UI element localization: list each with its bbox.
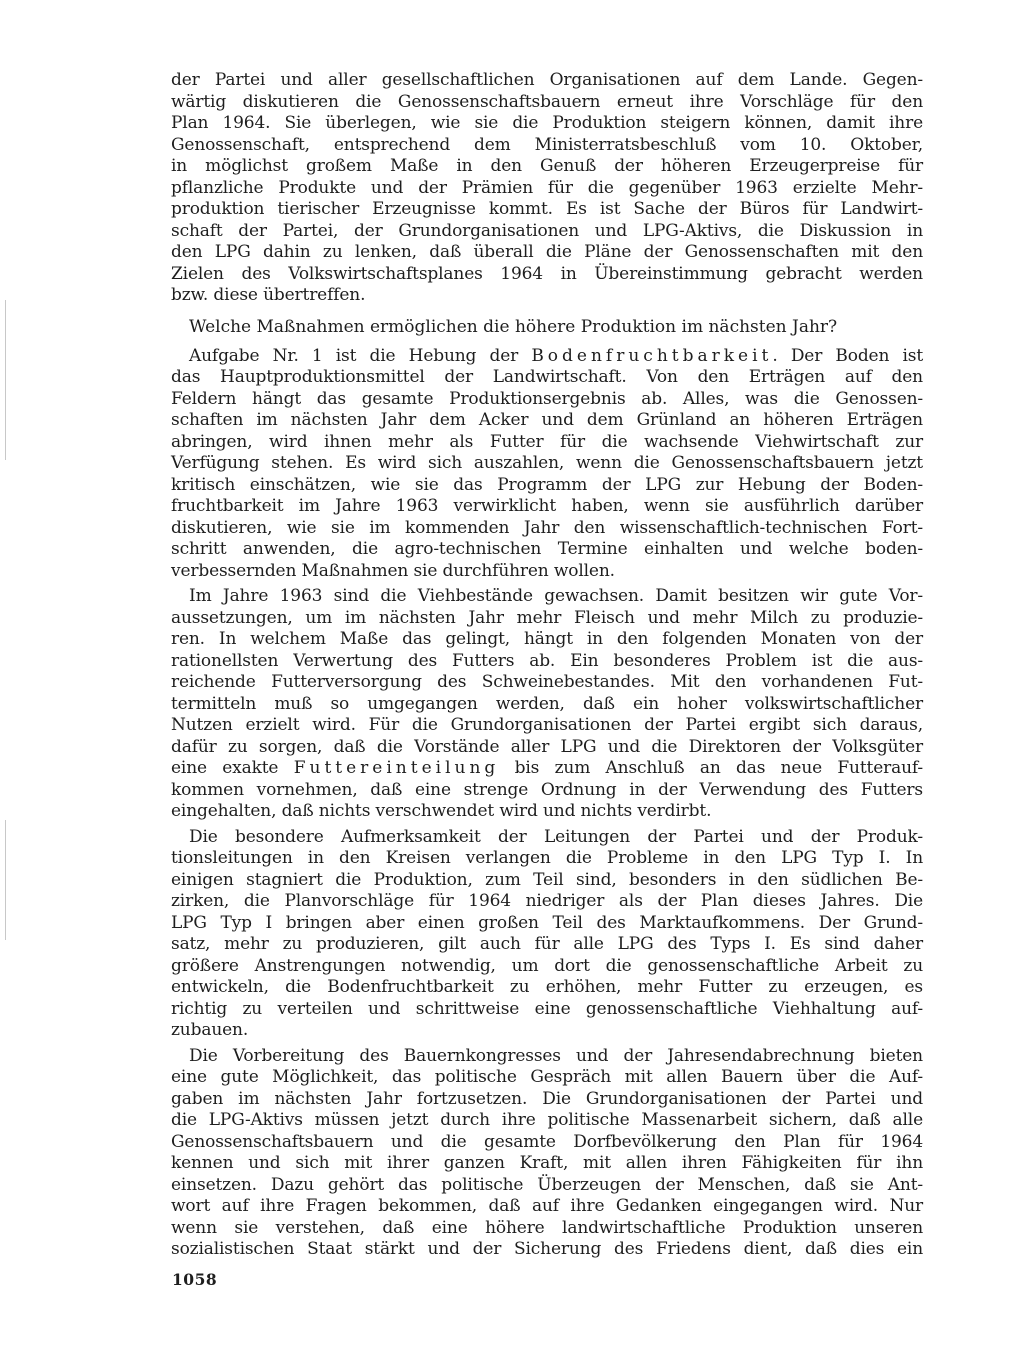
- text-line: tionsleitungen in den Kreisen verlangen die Probleme in den LPG Typ I. In: [171, 848, 923, 868]
- text-line: verbessernden Maßnahmen sie durchführen wollen.: [171, 560, 615, 581]
- text-line: aussetzungen, um im nächsten Jahr mehr Fleisch und mehr Milch zu produzie-: [171, 607, 923, 628]
- text-line: wärtig diskutieren die Genossenschaftsbauern erneut ihre Vorschläge für den: [171, 91, 923, 112]
- text-line: dafür zu sorgen, daß die Vorstände aller LPG und die Direktoren der Volksgüter: [171, 736, 923, 757]
- text-line: eingehalten, daß nichts verschwendet wird und nichts verdirbt.: [171, 801, 712, 821]
- emphasized-term: Futtereinteilung: [293, 758, 500, 778]
- text-line: zubauen.: [171, 1020, 249, 1040]
- text-line: gaben im nächsten Jahr fortzusetzen. Die Grundorganisationen der Partei und: [171, 1088, 923, 1109]
- text-line: sozialistischen Staat stärkt und der Sicherung des Friedens dient, daß dies ein: [171, 1239, 923, 1259]
- text-line: wenn sie verstehen, daß eine höhere landwirtschaftliche Produktion unseren: [171, 1217, 923, 1238]
- text-line: reichende Futterversorgung des Schweinebestandes. Mit den vorhandenen Fut-: [171, 672, 923, 692]
- text-line: schaften im nächsten Jahr dem Acker und dem Grünland an höheren Erträgen: [171, 410, 923, 430]
- text-line: einsetzen. Dazu gehört das politische Überzeugen der Menschen, daß sie Ant-: [171, 1174, 923, 1195]
- paragraph-2: [171, 346, 923, 583]
- text-line: satz, mehr zu produzieren, gilt auch für alle LPG des Typs I. Es sind daher: [171, 934, 923, 954]
- text-line: der Partei und aller gesellschaftlichen Organisationen auf dem Lande. Gegen-: [171, 70, 923, 90]
- text-line: das Hauptproduktionsmittel der Landwirtschaft. Von den Erträgen auf den: [171, 367, 923, 387]
- text-line: Zielen des Volkswirtschaftsplanes 1964 in Übereinstimmung gebracht werden: [171, 263, 923, 284]
- text-line: schritt anwenden, die agro-technischen Termine einhalten und welche boden-: [171, 539, 923, 559]
- text-line: kritisch einschätzen, wie sie das Programm der LPG zur Hebung der Boden-: [171, 474, 923, 495]
- text-line: LPG Typ I bringen aber einen großen Teil des Marktaufkommens. Der Grund-: [171, 912, 923, 933]
- paragraph-1: [171, 70, 923, 307]
- text-line: Nutzen erzielt wird. Für die Grundorganisationen der Partei ergibt sich daraus,: [171, 715, 923, 735]
- scan-margin-mark: [5, 820, 6, 940]
- document-page: [171, 70, 923, 1261]
- text-line: wort auf ihre Fragen bekommen, daß auf ihre Gedanken eingegangen wird. Nur: [171, 1196, 923, 1216]
- text-line: kennen und sich mit ihrer ganzen Kraft, mit allen ihren Fähigkeiten für ihn: [171, 1153, 923, 1173]
- text-line: größere Anstrengungen notwendig, um dort die genossenschaftliche Arbeit zu: [171, 955, 923, 976]
- text-line: Verfügung stehen. Es wird sich auszahlen, wenn die Genossenschaftsbauern jetzt: [171, 453, 923, 473]
- text-line: Die Vorbereitung des Bauernkongresses und der Jahresendabrechnung bieten: [189, 1045, 923, 1066]
- text-line: produktion tierischer Erzeugnisse kommt. Es ist Sache der Büros für Landwirt-: [171, 199, 923, 219]
- text-line: die LPG-Aktivs müssen jetzt durch ihre politische Massenarbeit sichern, daß alle: [171, 1110, 923, 1130]
- text-line: pflanzliche Produkte und der Prämien für die gegenüber 1963 erzielte Mehr-: [171, 177, 923, 198]
- text-line: in möglichst großem Maße in den Genuß der höheren Erzeugerpreise für: [171, 156, 923, 176]
- scan-margin-mark: [5, 300, 6, 460]
- text-line: entwickeln, die Bodenfruchtbarkeit zu erhöhen, mehr Futter zu erzeugen, es: [171, 977, 923, 997]
- text-line: rationellsten Verwertung des Futters ab. Ein besonderes Problem ist die aus-: [171, 650, 923, 671]
- text-line: Genossenschaft, entsprechend dem Ministerratsbeschluß vom 10. Oktober,: [171, 134, 923, 155]
- paragraph-5: [171, 1046, 923, 1261]
- text-line: eine gute Möglichkeit, das politische Gespräch mit allen Bauern über die Auf-: [171, 1067, 923, 1087]
- text-line: eine exakte Futtereinteilung bis zum Anschluß an das neue Futterauf-: [171, 758, 923, 778]
- text-line: schaft der Partei, der Grundorganisationen und LPG-Aktivs, die Diskussion in: [171, 220, 923, 241]
- text-line: fruchtbarkeit im Jahre 1963 verwirklicht haben, wenn sie ausführlich darüber: [171, 496, 923, 516]
- text-line: Feldern hängt das gesamte Produktionsergebnis ab. Alles, was die Genossen-: [171, 388, 923, 409]
- text-line: termitteln muß so umgegangen werden, daß ein hoher volkswirtschaftlicher: [171, 693, 923, 714]
- text-line: Plan 1964. Sie überlegen, wie sie die Produktion steigern können, damit ihre: [171, 113, 923, 133]
- text-line: kommen vornehmen, daß eine strenge Ordnung in der Verwendung des Futters: [171, 779, 923, 800]
- text-line: bzw. diese übertreffen.: [171, 285, 366, 305]
- text-line: zirken, die Planvorschläge für 1964 niedriger als der Plan dieses Jahres. Die: [171, 891, 923, 911]
- text-line: Die besondere Aufmerksamkeit der Leitungen der Partei und der Produk-: [189, 826, 923, 847]
- text-line: den LPG dahin zu lenken, daß überall die Pläne der Genossenschaften mit den: [171, 242, 923, 262]
- emphasized-term: Bodenfruchtbarkeit: [531, 345, 773, 366]
- text-line: einigen stagniert die Produktion, zum Teil sind, besonders in den südlichen Be-: [171, 869, 923, 890]
- text-line: richtig zu verteilen und schrittweise eine genossenschaftliche Viehhaltung auf-: [171, 998, 923, 1019]
- paragraph-4: [171, 827, 923, 1042]
- text-line: Genossenschaftsbauern und die gesamte Dorfbevölkerung den Plan für 1964: [171, 1131, 923, 1152]
- text-line: Im Jahre 1963 sind die Viehbestände gewachsen. Damit besitzen wir gute Vor-: [189, 586, 923, 606]
- text-line: Aufgabe Nr. 1 ist die Hebung der Bodenfruchtbarkeit. Der Boden ist: [189, 345, 924, 366]
- text-line: abringen, wird ihnen mehr als Futter für die wachsende Viehwirtschaft zur: [171, 431, 923, 452]
- paragraph-3: [171, 586, 923, 823]
- page-number: 1058: [172, 1270, 218, 1289]
- section-heading: Welche Maßnahmen ermöglichen die höhere Produktion im nächsten Jahr?: [189, 316, 838, 337]
- text-line: diskutieren, wie sie im kommenden Jahr den wissenschaftlich-technischen Fort-: [171, 517, 923, 538]
- text-line: ren. In welchem Maße das gelingt, hängt in den folgenden Monaten von der: [171, 629, 923, 649]
